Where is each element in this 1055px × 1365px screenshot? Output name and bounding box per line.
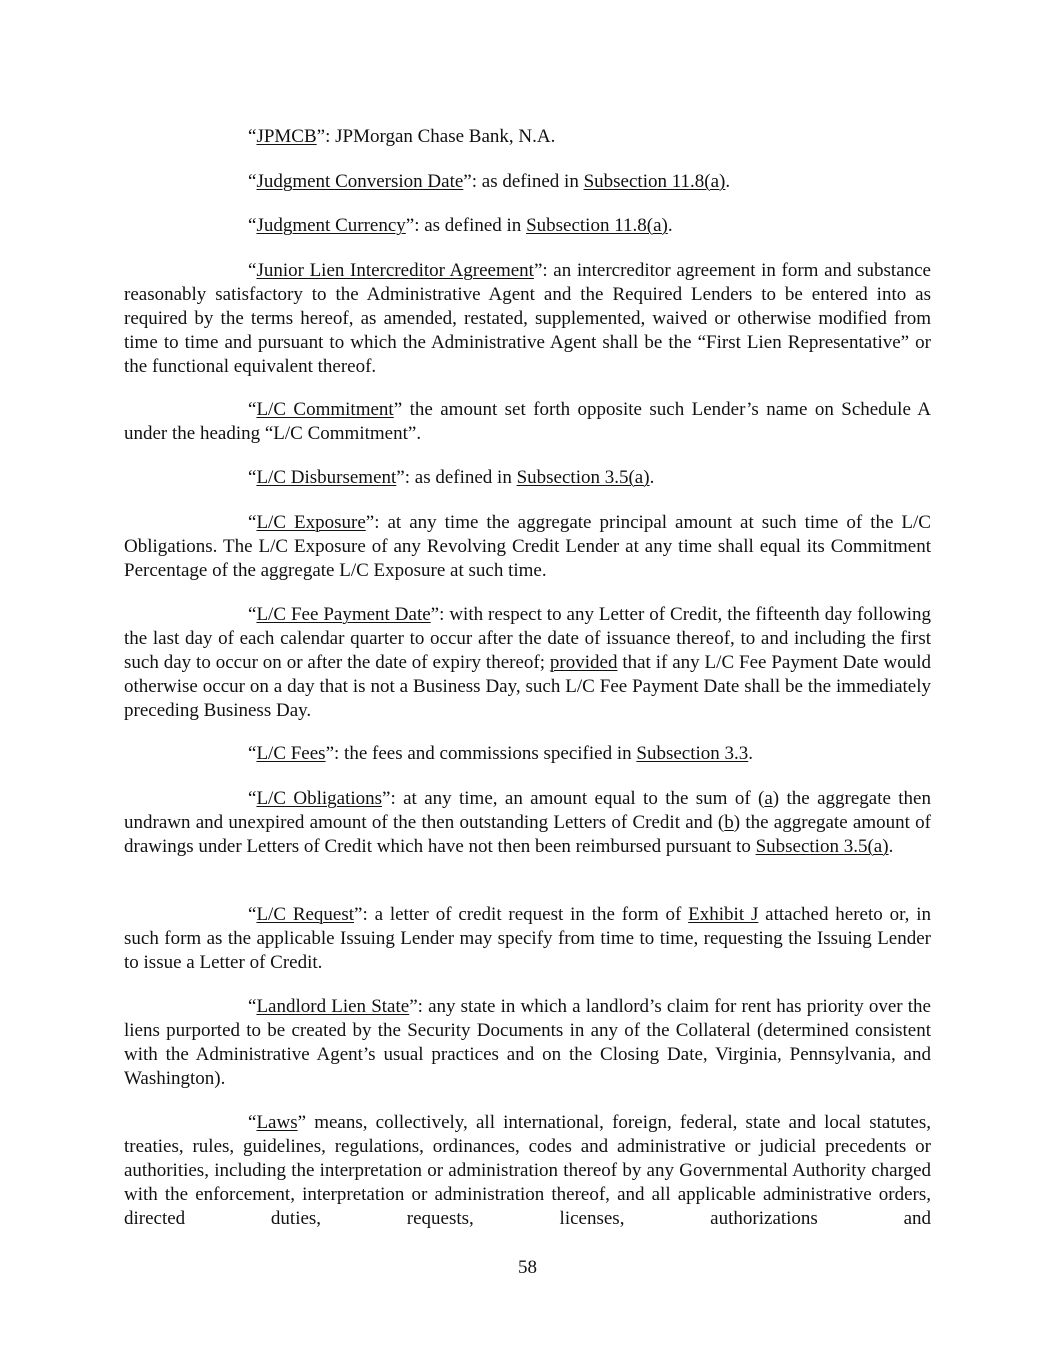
defined-term: L/C Obligations	[256, 788, 383, 809]
definition-lc-commitment: “L/C Commitment” the amount set forth opposite such Lender’s name on Schedule A under the heading “L/C Commitment”.	[124, 399, 932, 444]
defined-term: L/C Commitment	[256, 399, 394, 420]
cross-reference: Subsection 3.3	[636, 743, 749, 764]
defined-term: L/C Fees	[256, 743, 326, 764]
defined-term: L/C Exposure	[256, 512, 366, 533]
definition-landlord-lien-state: “Landlord Lien State”: any state in which a landlord’s claim for rent has priority over the liens purported to be created by the Security Documents in any of the Collateral (determined consistent with the Administrative Agent’s usual practices and on the Closing Date, Virginia, Pennsylvania, and Washington).	[124, 996, 931, 1089]
defined-term: Landlord Lien State	[256, 996, 410, 1017]
definition-laws: “Laws” means, collectively, all international, foreign, federal, state and local statutes, treaties, rules, guidelines, regulations, ordinances, codes and administrative or judicial precedents or authorities, including the interpretation or administration thereof by any Governmental Authority charged with the enforcement, interpretation or administration thereof, and all applicable administrative orders, directed duties, requests, licenses, authorizations and	[124, 1112, 931, 1229]
defined-term: Judgment Currency	[256, 215, 406, 236]
defined-term: L/C Fee Payment Date	[256, 604, 431, 625]
cross-reference: Subsection 3.5(a)	[755, 836, 889, 857]
defined-term: Judgment Conversion Date	[256, 171, 464, 192]
clause-marker-a: a	[764, 788, 773, 809]
defined-term: L/C Request	[256, 904, 355, 925]
document-page	[124, 0, 931, 1365]
page-number: 58	[518, 1257, 537, 1278]
defined-term: L/C Disbursement	[256, 467, 397, 488]
definition-judgment-conversion-date: “Judgment Conversion Date”: as defined in Subsection 11.8(a).	[248, 171, 731, 192]
definition-lc-request: “L/C Request”: a letter of credit request in the form of Exhibit J attached hereto or, in such form as the applicable Issuing Lender may specify from time to time, requesting the Issuing Lender to issue a Letter of Credit.	[124, 904, 932, 973]
proviso-term: provided	[549, 652, 618, 673]
defined-term: Junior Lien Intercreditor Agreement	[256, 260, 534, 281]
definition-lc-disbursement: “L/C Disbursement”: as defined in Subsection 3.5(a).	[248, 467, 655, 488]
definition-lc-fees: “L/C Fees”: the fees and commissions specified in Subsection 3.3.	[248, 743, 754, 764]
definition-lc-exposure: “L/C Exposure”: at any time the aggregate principal amount at such time of the L/C Obligations. The L/C Exposure of any Revolving Credit Lender at any time shall equal its Commitment Percentage of the aggregate L/C Exposure at such time.	[124, 512, 931, 581]
cross-reference: Subsection 3.5(a)	[516, 467, 650, 488]
defined-term: JPMCB	[256, 126, 317, 147]
definition-lc-obligations: “L/C Obligations”: at any time, an amount equal to the sum of (a) the aggregate then undrawn and unexpired amount of the then outstanding Letters of Credit and (b) the aggregate amount of drawings under Letters of Credit which have not then been reimbursed pursuant to Subsection 3.5(a).	[124, 788, 931, 857]
definition-judgment-currency: “Judgment Currency”: as defined in Subsection 11.8(a).	[248, 215, 673, 236]
cross-reference: Subsection 11.8(a)	[583, 171, 726, 192]
clause-marker-b: b	[724, 812, 734, 833]
definition-lc-fee-payment-date: “L/C Fee Payment Date”: with respect to any Letter of Credit, the fifteenth day following the last day of each calendar quarter to occur after the date of issuance thereof, to and including the first such day to occur on or after the date of expiry thereof; provided that if any L/C Fee Payment Date would otherwise occur on a day that is not a Business Day, such L/C Fee Payment Date shall be the immediately preceding Business Day.	[124, 604, 931, 721]
cross-reference: Exhibit J	[688, 904, 759, 925]
cross-reference: Subsection 11.8(a)	[526, 215, 668, 236]
defined-term: Laws	[256, 1112, 298, 1133]
definition-jpmcb: “JPMCB”: JPMorgan Chase Bank, N.A.	[248, 126, 556, 147]
definition-junior-lien-intercreditor-agreement: “Junior Lien Intercreditor Agreement”: an intercreditor agreement in form and substance reasonably satisfactory to the Administrative Agent and the Required Lenders to be entered into as required by the terms hereof, as amended, restated, supplemented, waived or otherwise modified from time to time and pursuant to which the Administrative Agent shall be the “First Lien Representative” or the functional equivalent thereof.	[124, 260, 931, 377]
